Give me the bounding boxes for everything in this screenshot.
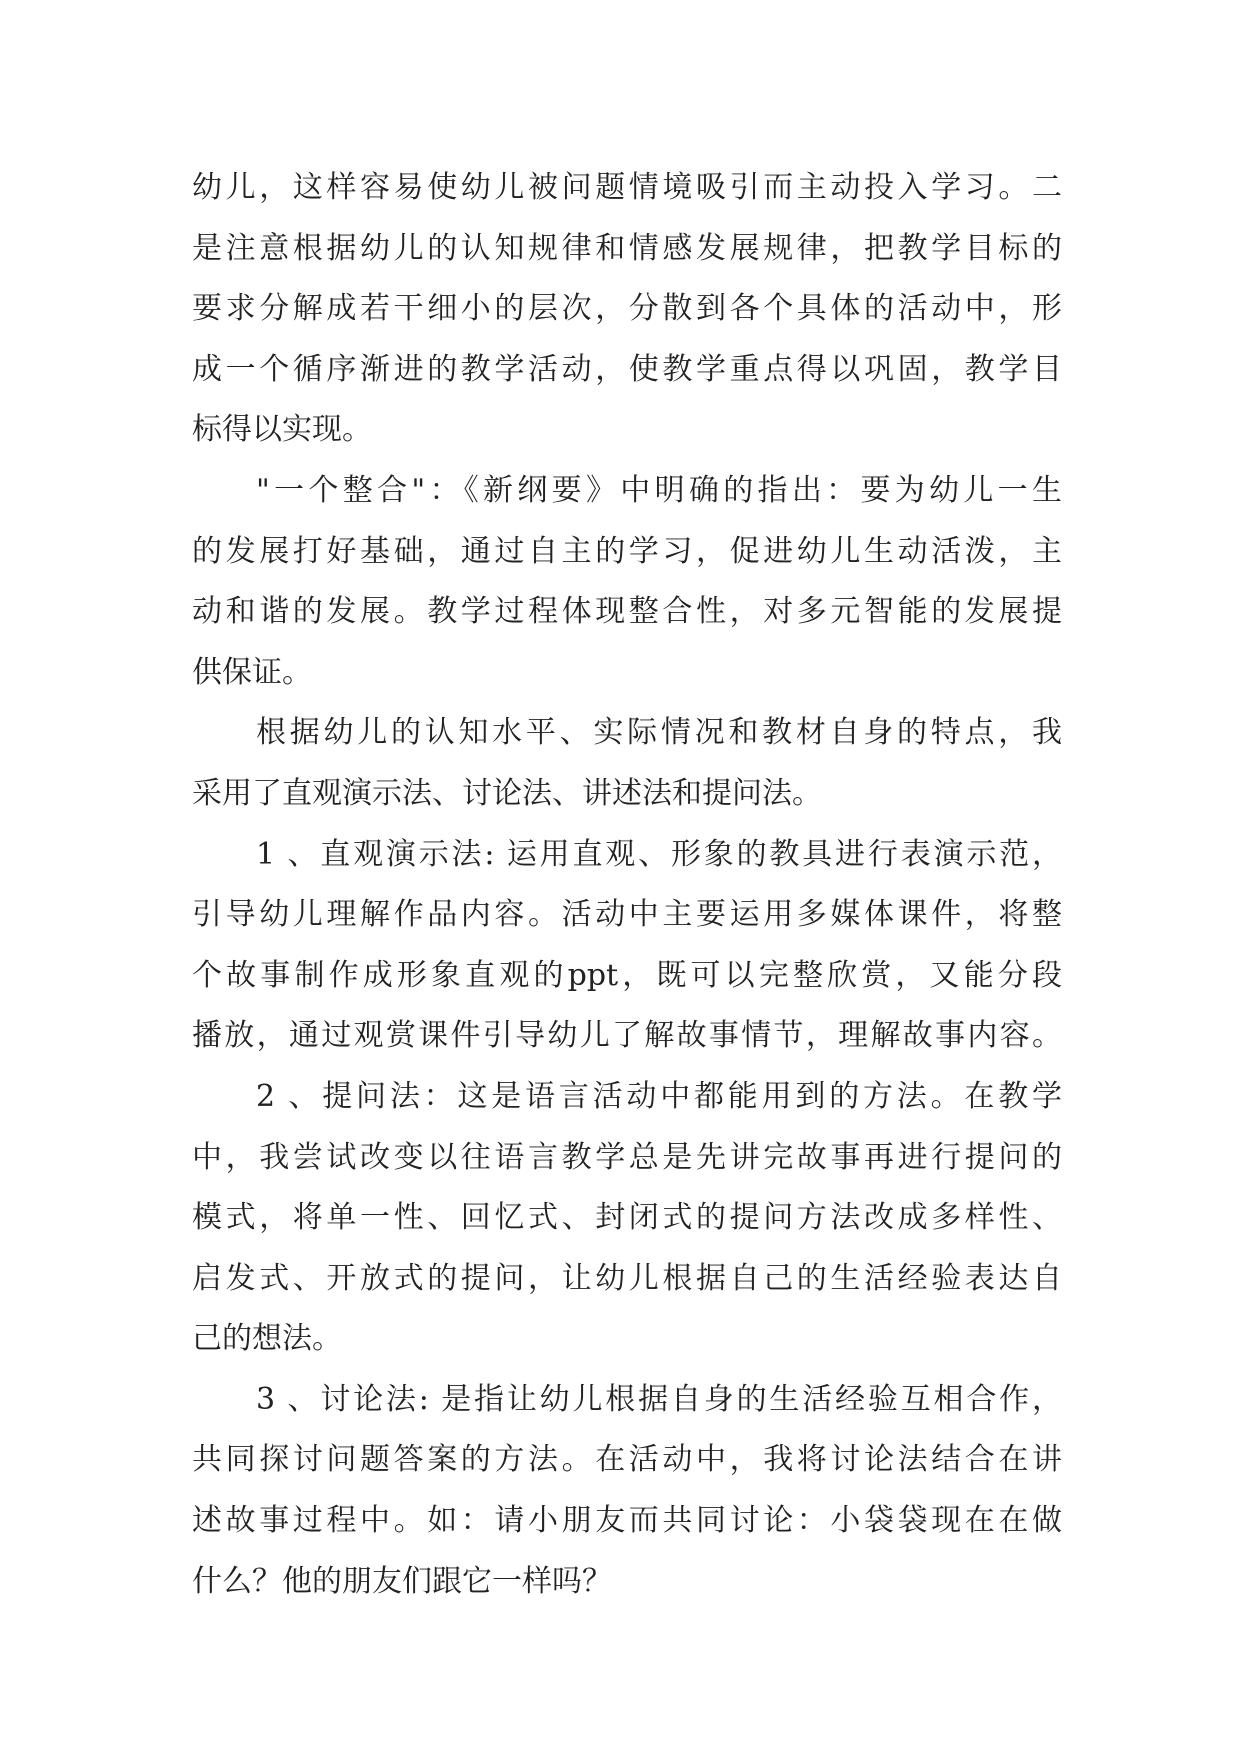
paragraph	[192, 1067, 1062, 1370]
text-line: 是注意根据幼儿的认知规律和情感发展规律，把教学目标的	[192, 230, 1062, 266]
text-line: 3 、讨论法: 是指让幼儿根据自身的生活经验互相合作，	[256, 1381, 1062, 1417]
paragraph	[192, 825, 1062, 1067]
text-line: 供保证。	[192, 654, 312, 690]
text-line: 共同探讨问题答案的方法。在活动中，我将讨论法结合在讲	[192, 1442, 1062, 1478]
text-line: 述故事过程中。如：请小朋友而共同讨论：小袋袋现在在做	[192, 1503, 1062, 1539]
paragraph	[192, 158, 1062, 461]
text-line: 幼儿，这样容易使幼儿被问题情境吸引而主动投入学习。二	[192, 170, 1062, 205]
text-line: 什么？他的朋友们跟它一样吗？	[192, 1563, 612, 1599]
text-line: 己的想法。	[192, 1321, 342, 1357]
text-line: 采用了直观演示法、讨论法、讲述法和提问法。	[192, 775, 822, 811]
text-line: 的发展打好基础，通过自主的学习，促进幼儿生动活泼，主	[192, 533, 1062, 569]
text-line: 模式，将单一性、回忆式、封闭式的提问方法改成多样性、	[192, 1200, 1062, 1236]
text-line: 要求分解成若干细小的层次，分散到各个具体的活动中，形	[192, 291, 1062, 327]
text-line: "一个整合"：《新纲要》中明确的指出：要为幼儿一生	[256, 472, 1062, 508]
text-line: 1 、直观演示法: 运用直观、形象的教具进行表演示范，	[256, 836, 1062, 872]
text-line: 中，我尝试改变以往语言教学总是先讲完故事再进行提问的	[192, 1139, 1062, 1175]
text-line: 播放，通过观赏课件引导幼儿了解故事情节，理解故事内容。	[192, 1018, 1062, 1054]
text-line: 动和谐的发展。教学过程体现整合性，对多元智能的发展提	[192, 594, 1062, 630]
text-line: 根据幼儿的认知水平、实际情况和教材自身的特点，我	[256, 715, 1062, 751]
paragraph	[192, 703, 1062, 824]
text-line: 2 、提问法：这是语言活动中都能用到的方法。在教学	[256, 1078, 1062, 1114]
text-line: 标得以实现。	[192, 412, 372, 448]
paragraph	[192, 461, 1062, 703]
text-line: 个故事制作成形象直观的ppt，既可以完整欣赏，又能分段	[192, 957, 1062, 993]
document-body	[192, 158, 1062, 1612]
text-line: 成一个循序渐进的教学活动，使教学重点得以巩固，教学目	[192, 351, 1062, 387]
paragraph	[192, 1370, 1062, 1612]
text-line: 引导幼儿理解作品内容。活动中主要运用多媒体课件，将整	[192, 897, 1062, 933]
text-line: 启发式、开放式的提问，让幼儿根据自己的生活经验表达自	[192, 1260, 1062, 1296]
